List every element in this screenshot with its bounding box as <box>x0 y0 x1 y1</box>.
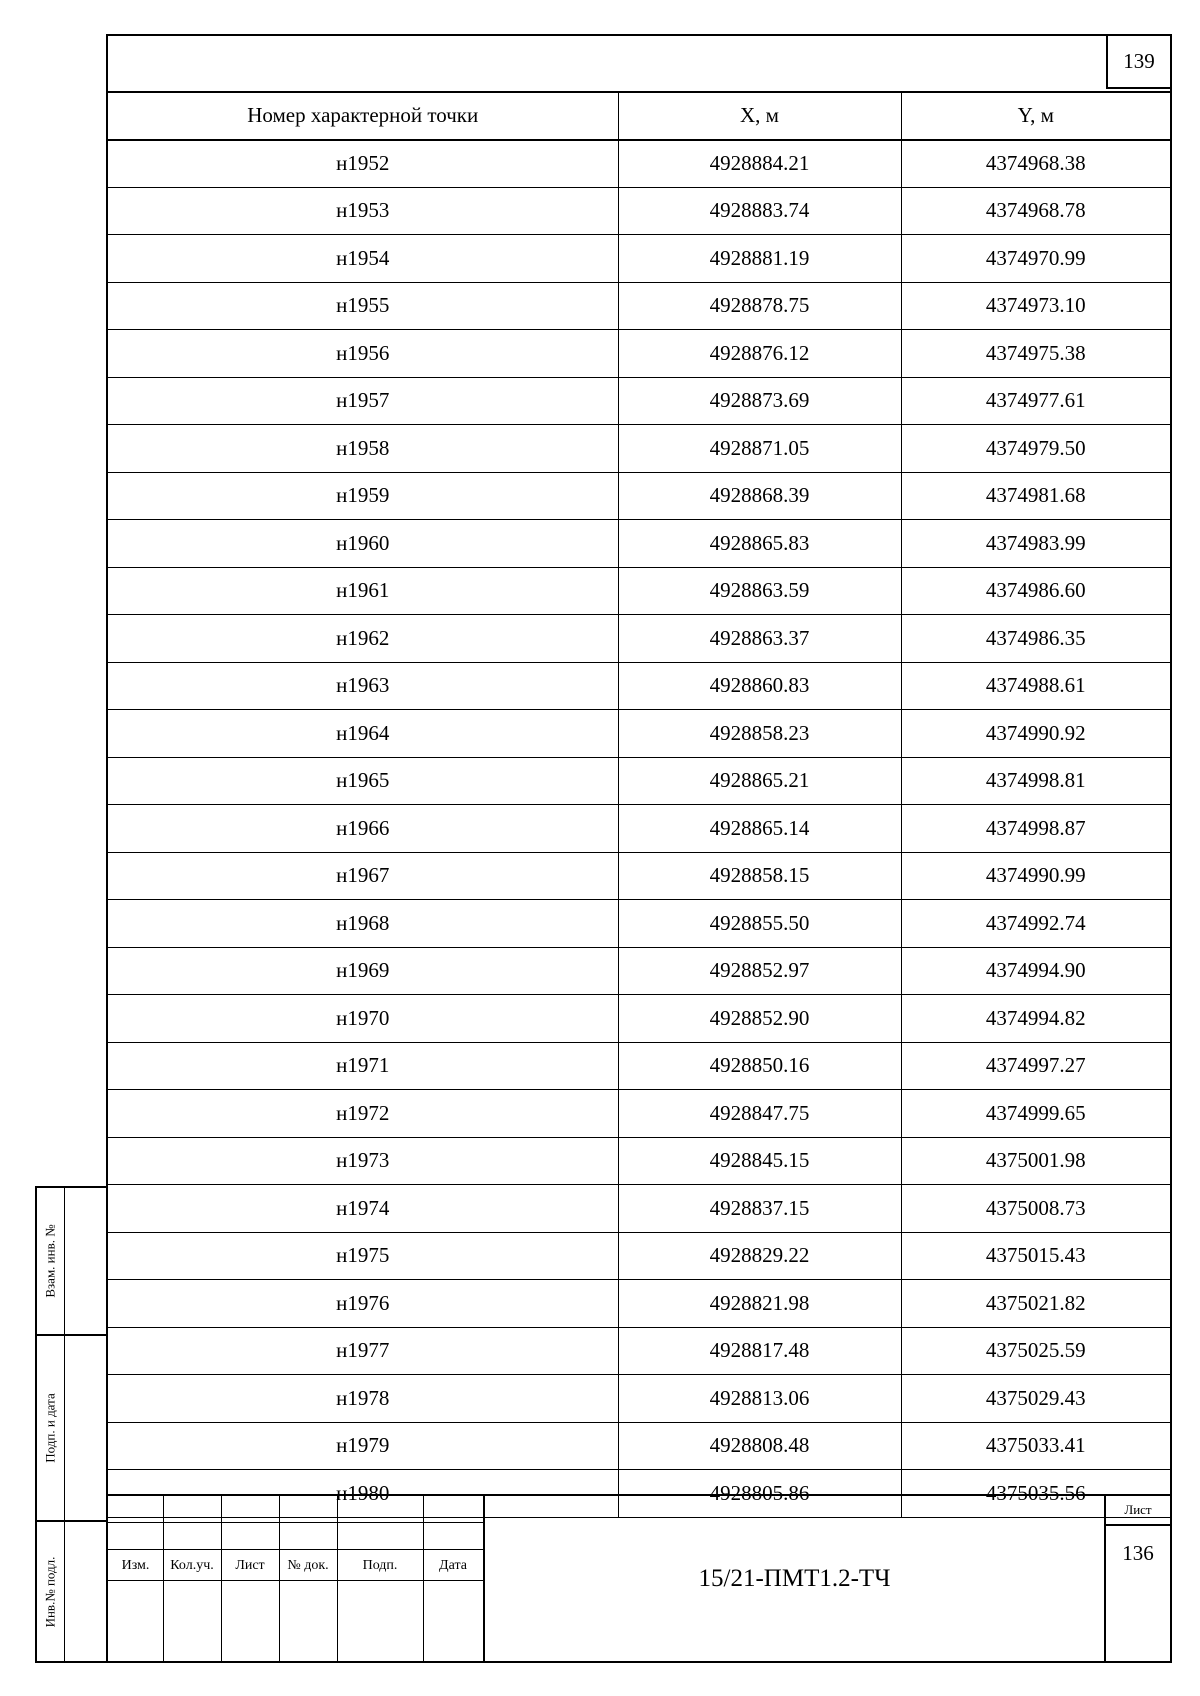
table-row <box>108 140 1170 188</box>
table-row <box>108 472 1170 520</box>
cell-x: 4928863.59 <box>618 567 901 615</box>
table-row <box>108 1090 1170 1138</box>
top-sheet-number: 139 <box>1106 36 1170 89</box>
cell-x: 4928871.05 <box>618 425 901 473</box>
cell-y: 4375025.59 <box>901 1327 1170 1375</box>
table-header-row <box>108 92 1170 140</box>
cell-y: 4374979.50 <box>901 425 1170 473</box>
cell-point-number: н1962 <box>108 615 618 663</box>
cell-point-number: н1967 <box>108 852 618 900</box>
cell-point-number: н1955 <box>108 282 618 330</box>
table-row <box>108 1185 1170 1233</box>
cell-point-number: н1966 <box>108 805 618 853</box>
cell-y: 4374975.38 <box>901 330 1170 378</box>
cell-point-number: н1968 <box>108 900 618 948</box>
table-row <box>108 1327 1170 1375</box>
cell-x: 4928876.12 <box>618 330 901 378</box>
cell-y: 4375001.98 <box>901 1137 1170 1185</box>
sheet-number: 136 <box>1122 1540 1154 1565</box>
cell-point-number: н1952 <box>108 140 618 188</box>
cell-x: 4928837.15 <box>618 1185 901 1233</box>
cell-x: 4928865.14 <box>618 805 901 853</box>
cell-x: 4928858.23 <box>618 710 901 758</box>
cell-point-number: н1969 <box>108 947 618 995</box>
cell-point-number: н1976 <box>108 1280 618 1328</box>
side-label-replace-inv: Взам. инв. № <box>42 1224 58 1298</box>
header-point-number: Номер характерной точки <box>108 92 618 140</box>
table-row <box>108 1375 1170 1423</box>
table-row <box>108 1042 1170 1090</box>
cell-y: 4375008.73 <box>901 1185 1170 1233</box>
cell-x: 4928855.50 <box>618 900 901 948</box>
cell-point-number: н1970 <box>108 995 618 1043</box>
table-row <box>108 710 1170 758</box>
table-row <box>108 900 1170 948</box>
cell-y: 4374998.87 <box>901 805 1170 853</box>
table-row <box>108 1232 1170 1280</box>
cell-y: 4374990.92 <box>901 710 1170 758</box>
cell-y: 4374988.61 <box>901 662 1170 710</box>
title-block <box>108 1494 1170 1661</box>
cell-point-number: н1979 <box>108 1422 618 1470</box>
cell-point-number: н1974 <box>108 1185 618 1233</box>
cell-x: 4928865.83 <box>618 520 901 568</box>
cell-x: 4928863.37 <box>618 615 901 663</box>
cell-y: 4375021.82 <box>901 1280 1170 1328</box>
cell-point-number: н1978 <box>108 1375 618 1423</box>
cell-point-number: н1973 <box>108 1137 618 1185</box>
table-row <box>108 995 1170 1043</box>
col-label-list: Лист <box>235 1558 265 1573</box>
cell-y: 4374973.10 <box>901 282 1170 330</box>
table-body <box>108 140 1170 1565</box>
table-row <box>108 187 1170 235</box>
side-label-sign-date: Подп. и дата <box>42 1393 58 1463</box>
cell-x: 4928829.22 <box>618 1232 901 1280</box>
cell-x: 4928852.97 <box>618 947 901 995</box>
side-cell-inv-orig <box>37 1522 65 1661</box>
cell-point-number: н1957 <box>108 377 618 425</box>
table-row <box>108 377 1170 425</box>
table-row <box>108 1137 1170 1185</box>
cell-point-number: н1972 <box>108 1090 618 1138</box>
table-row <box>108 1422 1170 1470</box>
cell-x: 4928884.21 <box>618 140 901 188</box>
cell-point-number: н1975 <box>108 1232 618 1280</box>
cell-y: 4374997.27 <box>901 1042 1170 1090</box>
cell-x: 4928858.15 <box>618 852 901 900</box>
cell-x: 4928808.48 <box>618 1422 901 1470</box>
cell-y: 4374986.60 <box>901 567 1170 615</box>
cell-y: 4374990.99 <box>901 852 1170 900</box>
col-label-signature: Подп. <box>362 1558 398 1573</box>
cell-y: 4375029.43 <box>901 1375 1170 1423</box>
cell-x: 4928850.16 <box>618 1042 901 1090</box>
drawing-frame <box>106 34 1172 1663</box>
cell-x: 4928878.75 <box>618 282 901 330</box>
cell-point-number: н1961 <box>108 567 618 615</box>
cell-y: 4374998.81 <box>901 757 1170 805</box>
header-y: Y, м <box>901 92 1170 140</box>
cell-x: 4928852.90 <box>618 995 901 1043</box>
table-row <box>108 805 1170 853</box>
cell-x: 4928883.74 <box>618 187 901 235</box>
cell-y: 4375033.41 <box>901 1422 1170 1470</box>
table-row <box>108 615 1170 663</box>
cell-point-number: н1965 <box>108 757 618 805</box>
cell-point-number: н1971 <box>108 1042 618 1090</box>
cell-y: 4374968.78 <box>901 187 1170 235</box>
table-row <box>108 425 1170 473</box>
header-x: X, м <box>618 92 901 140</box>
cell-y: 4374968.38 <box>901 140 1170 188</box>
cell-point-number: н1964 <box>108 710 618 758</box>
col-label-kol-uch: Кол.уч. <box>170 1558 214 1573</box>
cell-x: 4928860.83 <box>618 662 901 710</box>
cell-point-number: н1977 <box>108 1327 618 1375</box>
col-label-doc-no: № док. <box>287 1558 329 1573</box>
cell-point-number: н1980 <box>108 1470 618 1518</box>
table-row <box>108 947 1170 995</box>
cell-y: 4374981.68 <box>901 472 1170 520</box>
revision-grid <box>108 1496 483 1661</box>
cell-x: 4928873.69 <box>618 377 901 425</box>
cell-x: 4928868.39 <box>618 472 901 520</box>
cell-x: 4928845.15 <box>618 1137 901 1185</box>
coordinates-table <box>108 91 1170 1565</box>
cell-y: 4374994.82 <box>901 995 1170 1043</box>
cell-y: 4375035.56 <box>901 1470 1170 1518</box>
cell-point-number: н1958 <box>108 425 618 473</box>
sheet-label: Лист <box>1106 1496 1170 1526</box>
cell-x: 4928821.98 <box>618 1280 901 1328</box>
cell-y: 4374977.61 <box>901 377 1170 425</box>
table-row <box>108 330 1170 378</box>
cell-point-number: н1956 <box>108 330 618 378</box>
document-code: 15/21-ПМТ1.2-ТЧ <box>483 1496 1106 1661</box>
cell-x: 4928881.19 <box>618 235 901 283</box>
cell-y: 4374992.74 <box>901 900 1170 948</box>
cell-point-number: н1963 <box>108 662 618 710</box>
cell-x: 4928817.48 <box>618 1327 901 1375</box>
cell-y: 4374994.90 <box>901 947 1170 995</box>
cell-x: 4928813.06 <box>618 1375 901 1423</box>
table-row <box>108 1280 1170 1328</box>
cell-point-number: н1954 <box>108 235 618 283</box>
cell-point-number: н1959 <box>108 472 618 520</box>
sheet-box <box>1106 1496 1170 1661</box>
table-row <box>108 235 1170 283</box>
col-label-date: Дата <box>439 1558 467 1573</box>
table-row <box>108 852 1170 900</box>
table-row <box>108 282 1170 330</box>
cell-y: 4374999.65 <box>901 1090 1170 1138</box>
cell-point-number: н1960 <box>108 520 618 568</box>
cell-x: 4928865.21 <box>618 757 901 805</box>
cell-y: 4375015.43 <box>901 1232 1170 1280</box>
col-label-izm: Изм. <box>121 1558 150 1573</box>
cell-x: 4928847.75 <box>618 1090 901 1138</box>
cell-y: 4374983.99 <box>901 520 1170 568</box>
cell-x: 4928805.86 <box>618 1470 901 1518</box>
cell-y: 4374986.35 <box>901 615 1170 663</box>
cell-point-number: н1953 <box>108 187 618 235</box>
table-row <box>108 567 1170 615</box>
side-cell-replace-inv <box>37 1188 65 1334</box>
cell-y: 4374970.99 <box>901 235 1170 283</box>
table-row <box>108 757 1170 805</box>
side-stamp <box>35 1186 106 1663</box>
table-row <box>108 520 1170 568</box>
table-row <box>108 662 1170 710</box>
side-label-inv-orig: Инв.№ подл. <box>42 1556 58 1627</box>
side-cell-sign-date <box>37 1336 65 1520</box>
